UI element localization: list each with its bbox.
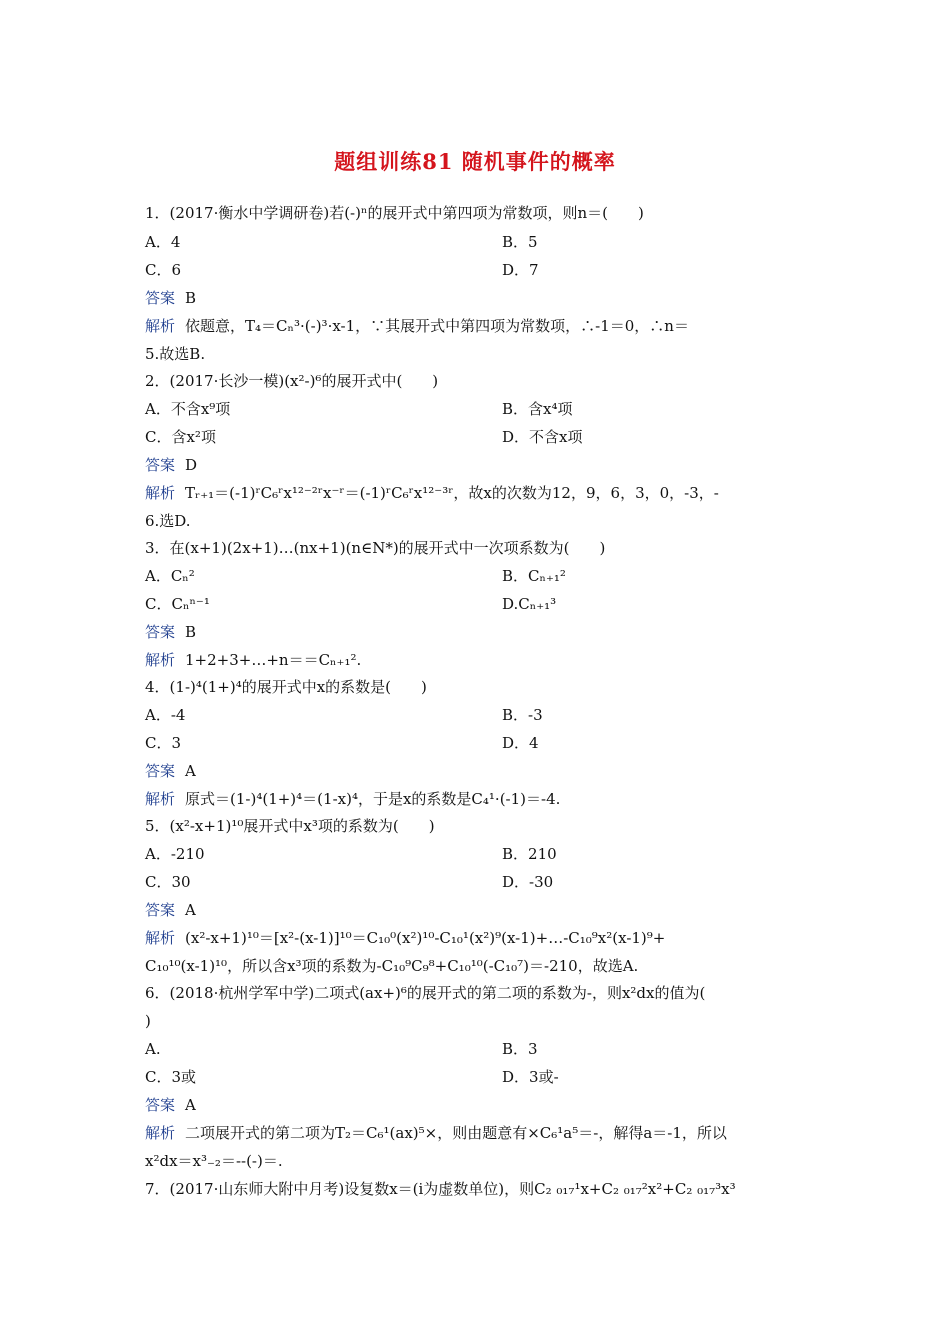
q6-analysis-cont: x²dx＝x³₋₂＝--(-)＝.: [145, 1152, 283, 1170]
q6-stem: 6．(2018·杭州学军中学)二项式(ax+)⁶的展开式的第二项的系数为-，则x²dx的值为(: [145, 984, 706, 1002]
analysis-label: 解析: [145, 1124, 176, 1142]
q1-stem: 1．(2017·衡水中学调研卷)若(-)ⁿ的展开式中第四项为常数项，则n＝( ): [145, 204, 644, 222]
q5-option-b: B．210: [502, 845, 557, 863]
answer-value: D: [185, 456, 198, 474]
page-title: 题组训练81 随机事件的概率: [334, 149, 616, 174]
q2-answer: [145, 455, 197, 475]
q1-option-b: B．5: [502, 233, 538, 251]
answer-label: 答案: [145, 623, 176, 641]
q1-option-d: D．7: [502, 261, 539, 279]
analysis-label: 解析: [145, 929, 176, 947]
q4-option-d: D．4: [502, 734, 539, 752]
answer-value: A: [185, 901, 196, 919]
q5-answer: [145, 900, 196, 920]
q1-analysis-cont: 5.故选B.: [145, 345, 206, 363]
q4-answer: [145, 761, 196, 781]
q4-option-b: B．-3: [502, 706, 543, 724]
q1-analysis: [145, 316, 689, 336]
q3-answer: [145, 622, 196, 642]
q3-option-c: C．Cₙⁿ⁻¹: [145, 595, 210, 613]
q2-option-a: A．不含x⁹项: [145, 400, 231, 418]
q5-analysis-cont: C₁₀¹⁰(x-1)¹⁰，所以含x³项的系数为-C₁₀⁹C₉⁸+C₁₀¹⁰(-C₁₀⁷)＝-210，故选A.: [145, 957, 639, 975]
analysis-text: 依题意，T₄＝Cₙ³·(-)³·x-1，∵其展开式中第四项为常数项，∴-1＝0，∴n＝: [185, 317, 689, 335]
q4-option-c: C．3: [145, 734, 182, 752]
q5-option-c: C．30: [145, 873, 191, 891]
answer-value: A: [185, 1096, 196, 1114]
q7-stem: 7．(2017·山东师大附中月考)设复数x＝(i为虚数单位)，则C₂ ₀₁₇¹x+C₂ ₀₁₇²x²+C₂ ₀₁₇³x³: [145, 1180, 736, 1198]
analysis-text: 二项展开式的第二项为T₂＝C₆¹(ax)⁵×，则由题意有×C₆¹a⁵＝-，解得a＝-1，所以: [185, 1124, 727, 1142]
analysis-text: 原式＝(1-)⁴(1+)⁴＝(1-x)⁴，于是x的系数是C₄¹·(-1)＝-4.: [185, 790, 561, 808]
answer-label: 答案: [145, 456, 176, 474]
analysis-text: 1+2+3+…+n＝＝Cₙ₊₁².: [185, 651, 362, 669]
q1-option-c: C．6: [145, 261, 182, 279]
q3-stem: 3．在(x+1)(2x+1)…(nx+1)(n∈N*)的展开式中一次项系数为( ): [145, 539, 606, 557]
answer-label: 答案: [145, 901, 176, 919]
q5-analysis: [145, 928, 665, 948]
q6-stem-cont: ): [145, 1012, 151, 1030]
answer-label: 答案: [145, 289, 176, 307]
q4-option-a: A．-4: [145, 706, 186, 724]
q2-analysis-cont: 6.选D.: [145, 512, 191, 530]
q6-analysis: [145, 1123, 727, 1143]
q6-answer: [145, 1095, 196, 1115]
q4-analysis: [145, 789, 560, 809]
q5-option-a: A．-210: [145, 845, 205, 863]
analysis-text: (x²-x+1)¹⁰＝[x²-(x-1)]¹⁰＝C₁₀⁰(x²)¹⁰-C₁₀¹(x²)⁹(x-1)+…-C₁₀⁹x²(x-1)⁹+: [185, 929, 666, 947]
analysis-label: 解析: [145, 790, 176, 808]
q3-analysis: [145, 650, 361, 670]
analysis-label: 解析: [145, 317, 176, 335]
q3-option-b: B．Cₙ₊₁²: [502, 567, 566, 585]
q2-option-c: C．含x²项: [145, 428, 216, 446]
q5-option-d: D．-30: [502, 873, 554, 891]
q1-answer: [145, 288, 196, 308]
q3-option-a: A．Cₙ²: [145, 567, 195, 585]
q2-analysis: [145, 483, 719, 503]
answer-label: 答案: [145, 762, 176, 780]
q2-stem: 2．(2017·长沙一模)(x²-)⁶的展开式中( ): [145, 372, 439, 390]
answer-value: B: [185, 623, 197, 641]
q2-option-d: D．不含x项: [502, 428, 583, 446]
q6-option-a: A.: [145, 1040, 161, 1058]
q4-stem: 4．(1-)⁴(1+)⁴的展开式中x的系数是( ): [145, 678, 427, 696]
answer-value: B: [185, 289, 197, 307]
q5-stem: 5．(x²-x+1)¹⁰展开式中x³项的系数为( ): [145, 817, 435, 835]
analysis-text: Tᵣ₊₁＝(-1)ʳC₆ʳx¹²⁻²ʳx⁻ʳ＝(-1)ʳC₆ʳx¹²⁻³ʳ，故x的次数为12，9，6，3，0，-3，-: [185, 484, 719, 502]
q6-option-b: B．3: [502, 1040, 538, 1058]
analysis-label: 解析: [145, 484, 176, 502]
answer-value: A: [185, 762, 196, 780]
q2-option-b: B．含x⁴项: [502, 400, 573, 418]
q6-option-d: D．3或-: [502, 1068, 559, 1086]
answer-label: 答案: [145, 1096, 176, 1114]
analysis-label: 解析: [145, 651, 176, 669]
q3-option-d: D.Cₙ₊₁³: [502, 595, 557, 613]
q1-option-a: A．4: [145, 233, 181, 251]
q6-option-c: C．3或: [145, 1068, 197, 1086]
